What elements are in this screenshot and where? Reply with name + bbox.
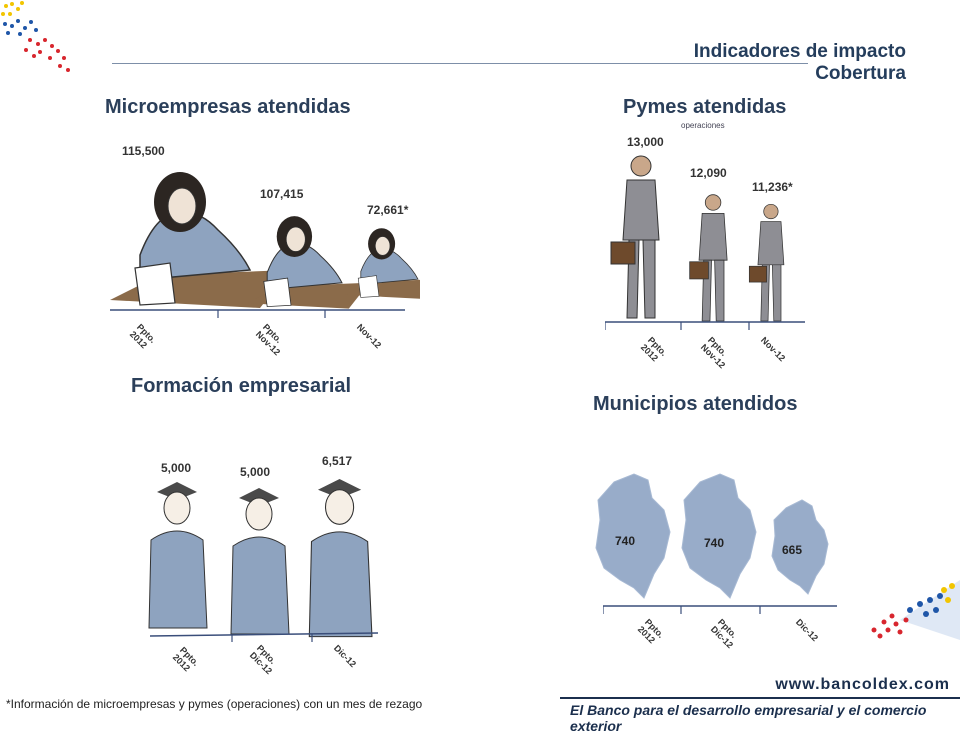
pymes-label-1: Ppto. 2012 xyxy=(638,335,669,364)
logo-dots-top-left xyxy=(0,0,80,80)
logo-dots-bottom-right xyxy=(840,560,960,660)
pymes-note: operaciones xyxy=(681,121,725,130)
municipios-label-1: Ppto. 2012 xyxy=(635,617,666,646)
micro-value-2: 107,415 xyxy=(260,187,304,201)
formacion-value-3: 6,517 xyxy=(322,454,353,468)
formacion-value-2: 5,000 xyxy=(240,465,271,479)
footer-divider xyxy=(560,697,960,699)
pymes-label-3: Nov-12 xyxy=(758,335,788,364)
pymes-value-1: 13,000 xyxy=(627,135,664,149)
formacion-axis xyxy=(150,630,382,642)
businessman-icon xyxy=(690,195,727,321)
graduate-icon xyxy=(309,479,372,637)
micro-title: Microempresas atendidas xyxy=(105,96,351,118)
footer-url[interactable]: www.bancoldex.com xyxy=(775,676,950,693)
micro-label-2: Ppto. Nov-12 xyxy=(253,322,284,358)
formacion-label-2: Ppto. Dic-12 xyxy=(247,643,278,677)
businessman-icon xyxy=(611,156,659,318)
footer-tagline: El Banco para el desarrollo empresarial y el comercio exterior xyxy=(570,702,927,734)
micro-value-1: 115,500 xyxy=(122,144,165,158)
formacion-title: Formación empresarial xyxy=(131,375,352,397)
pymes-title: Pymes atendidas xyxy=(623,96,787,118)
pymes-figures xyxy=(605,150,815,325)
pymes-axis xyxy=(605,320,810,332)
woman-writing-icon xyxy=(110,172,290,308)
header-subtitle: Cobertura xyxy=(815,63,906,84)
municipios-value-1: 740 xyxy=(615,534,636,548)
formacion-value-1: 5,000 xyxy=(161,461,192,475)
municipios-value-3: 665 xyxy=(782,543,803,557)
businessman-icon xyxy=(749,204,784,321)
graduate-icon xyxy=(231,488,289,634)
formacion-label-3: Dic-12 xyxy=(331,643,359,670)
municipios-axis xyxy=(603,604,841,616)
pymes-label-2: Ppto. Nov-12 xyxy=(698,335,729,371)
pymes-value-2: 12,090 xyxy=(690,166,727,180)
municipios-title: Municipios atendidos xyxy=(593,393,798,415)
micro-label-1: Ppto. 2012 xyxy=(127,322,158,351)
header-title: Indicadores de impacto xyxy=(693,41,906,62)
formacion-label-1: Ppto. 2012 xyxy=(170,645,201,674)
micro-value-3: 72,661* xyxy=(367,203,409,217)
municipios-value-2: 740 xyxy=(704,536,725,550)
formacion-figures xyxy=(145,470,385,640)
graduate-icon xyxy=(149,482,207,628)
header-divider xyxy=(112,63,808,64)
pymes-value-3: 11,236* xyxy=(752,180,793,194)
municipios-label-3: Dic-12 xyxy=(793,617,821,644)
micro-label-3: Nov-12 xyxy=(354,322,384,351)
municipios-label-2: Ppto. Dic-12 xyxy=(708,617,739,651)
footer-note: *Información de microempresas y pymes (operaciones) con un mes de rezago xyxy=(6,697,423,711)
micro-axis xyxy=(110,308,410,320)
micro-figures xyxy=(100,160,420,320)
